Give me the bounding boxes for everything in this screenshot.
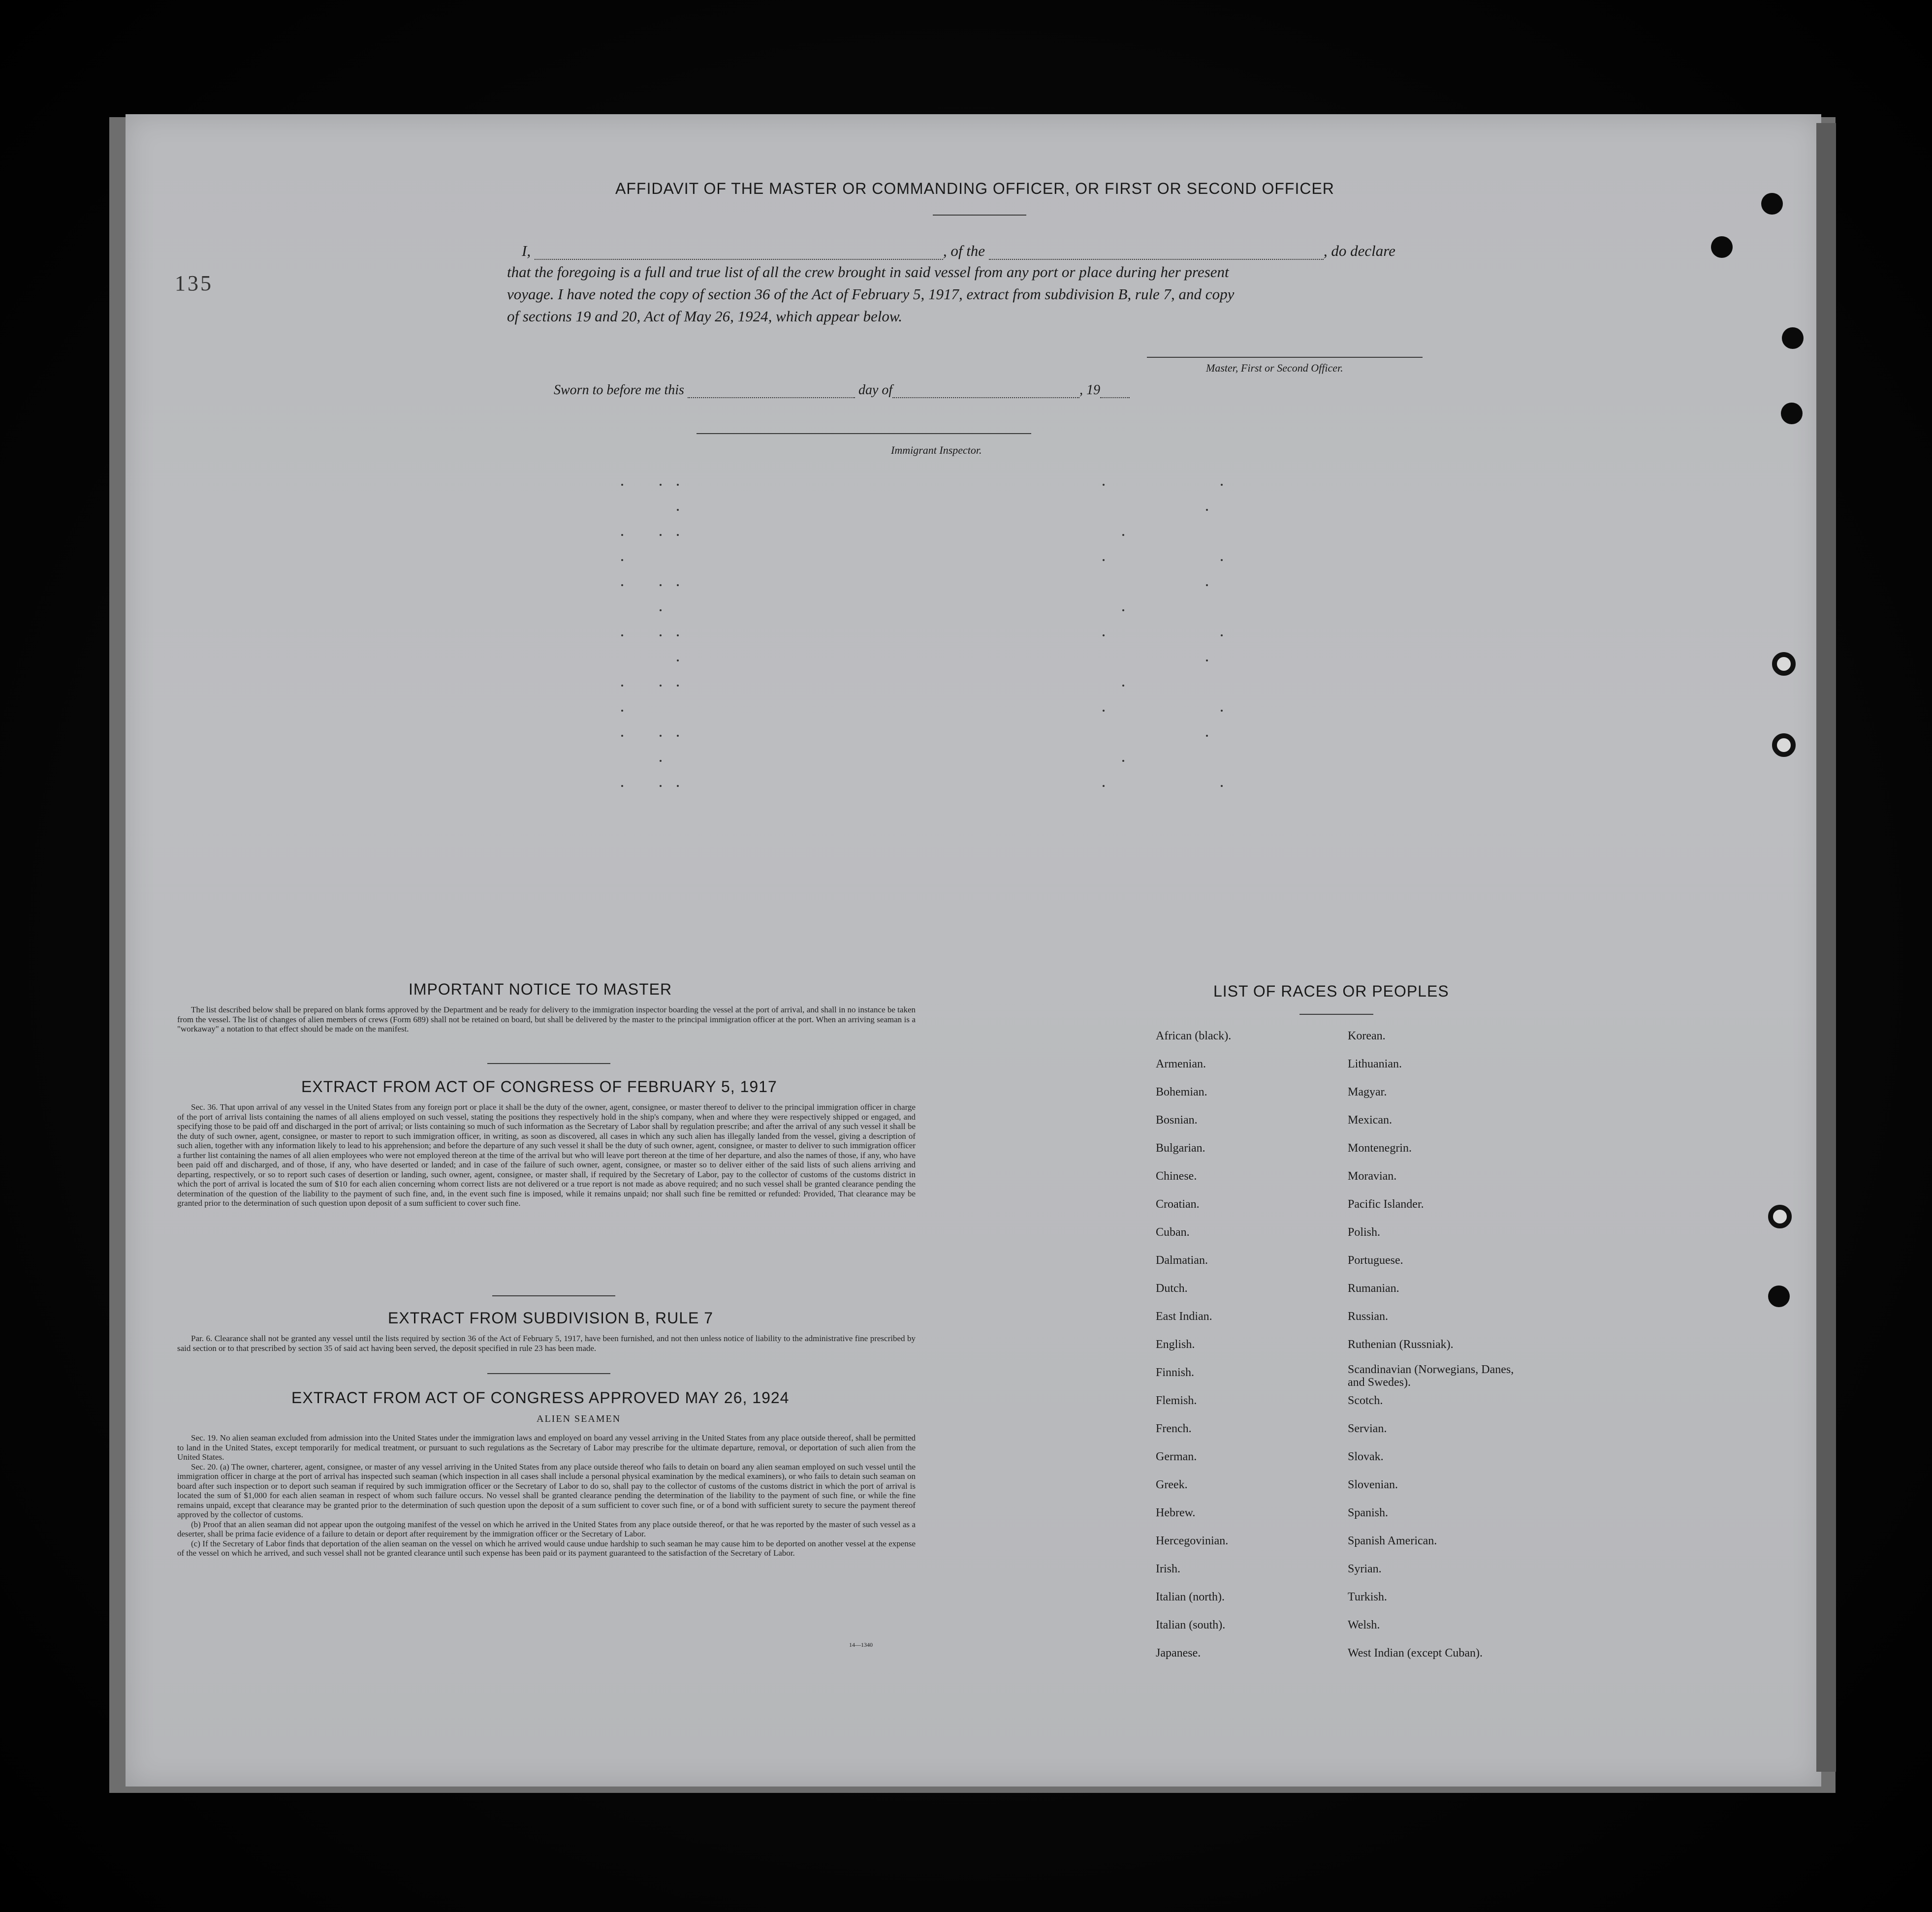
race-item: Scotch. <box>1348 1394 1383 1407</box>
dot-marker <box>621 735 623 737</box>
race-item: Hebrew. <box>1156 1506 1196 1519</box>
punch-hole-icon <box>1761 193 1783 215</box>
race-item: East Indian. <box>1156 1310 1212 1323</box>
inspector-signature-line[interactable] <box>697 433 1031 434</box>
margin-number: 135 <box>175 271 213 295</box>
race-item: Scandinavian (Norwegians, Danes, and Swedes). <box>1348 1363 1514 1389</box>
inspector-label: Immigrant Inspector. <box>891 444 982 456</box>
dot-marker <box>677 785 679 787</box>
notice-body <box>177 1005 916 1034</box>
dot-marker <box>660 735 662 737</box>
dot-marker <box>660 785 662 787</box>
race-item: Cuban. <box>1156 1226 1190 1239</box>
rule7-heading: EXTRACT FROM SUBDIVISION B, RULE 7 <box>388 1309 714 1327</box>
sworn-day-of: day of <box>858 382 893 398</box>
dot-marker <box>1122 685 1124 687</box>
race-item: German. <box>1156 1450 1197 1463</box>
alien-seamen-subheading: ALIEN SEAMEN <box>537 1413 621 1424</box>
dot-marker <box>1206 584 1208 586</box>
form-number: 14—1340 <box>849 1641 873 1648</box>
race-item: Polish. <box>1348 1226 1381 1239</box>
dot-marker <box>660 584 662 586</box>
dot-marker <box>660 534 662 536</box>
affidavit-of-the: , of the <box>943 242 985 259</box>
dot-marker <box>660 760 662 762</box>
dot-marker <box>1122 609 1124 611</box>
extract-1917-heading: EXTRACT FROM ACT OF CONGRESS OF FEBRUARY 5, 1917 <box>301 1078 777 1096</box>
master-signature-label: Master, First or Second Officer. <box>1206 362 1343 374</box>
dot-marker <box>621 559 623 561</box>
race-item: Russian. <box>1348 1310 1389 1323</box>
races-rule <box>1299 1014 1373 1015</box>
affidavit-line-1 <box>522 242 1395 260</box>
dot-marker <box>660 609 662 611</box>
notice-text: The list described below shall be prepared on blank forms approved by the Department and be ready for delivery to the immigration inspector boarding the vessel at the port of arrival, and shall in no instance be taken from the vessel. The list of changes of alien members of crews (Form 689) shall not be retained on board, but shall be delivered by the master to the principal immigration officer at the port. When an arriving seaman is a "workaway" a notation to that effect should be made on the manifest. <box>177 1005 916 1034</box>
dot-marker <box>677 534 679 536</box>
race-item: Portuguese. <box>1348 1254 1403 1267</box>
race-item: Rumanian. <box>1348 1282 1399 1295</box>
dot-marker <box>677 735 679 737</box>
race-item: Spanish American. <box>1348 1535 1437 1547</box>
race-item: Moravian. <box>1348 1170 1397 1183</box>
race-item: Turkish. <box>1348 1591 1387 1603</box>
race-item: Spanish. <box>1348 1506 1389 1519</box>
race-item: Bulgarian. <box>1156 1142 1205 1155</box>
sworn-year: , 19 <box>1079 382 1101 398</box>
sworn-year-blank[interactable] <box>1100 397 1130 398</box>
race-item: Croatian. <box>1156 1198 1200 1211</box>
affidavit-i: I, <box>522 242 531 259</box>
dot-marker <box>1206 509 1208 511</box>
sworn-line <box>554 382 1130 398</box>
race-item: Syrian. <box>1348 1563 1382 1575</box>
dot-marker <box>621 710 623 712</box>
punch-hole-icon <box>1781 403 1803 424</box>
punch-hole-icon <box>1711 236 1733 258</box>
dot-marker <box>677 634 679 636</box>
rule7-rule <box>487 1373 610 1374</box>
dot-marker <box>1206 659 1208 661</box>
race-item: Slovak. <box>1348 1450 1384 1463</box>
affidavit-title: AFFIDAVIT OF THE MASTER OR COMMANDING OFFICER, OR FIRST OR SECOND OFFICER <box>615 180 1334 197</box>
name-blank[interactable] <box>535 259 943 260</box>
dot-marker <box>1122 760 1124 762</box>
race-item: Flemish. <box>1156 1394 1197 1407</box>
race-item: English. <box>1156 1338 1195 1351</box>
dot-marker <box>1221 710 1223 712</box>
title-rule <box>933 215 1026 216</box>
dot-marker <box>677 584 679 586</box>
race-item: Lithuanian. <box>1348 1058 1402 1070</box>
dot-marker <box>1103 785 1105 787</box>
race-item: Finnish. <box>1156 1366 1195 1379</box>
punch-hole-icon <box>1772 652 1796 676</box>
extract-1924-heading: EXTRACT FROM ACT OF CONGRESS APPROVED MAY 26, 1924 <box>291 1389 790 1407</box>
dot-marker <box>1221 484 1223 486</box>
dot-marker <box>1206 735 1208 737</box>
races-heading: LIST OF RACES OR PEOPLES <box>1213 982 1449 1000</box>
punch-hole-icon <box>1768 1205 1792 1228</box>
dot-marker <box>1122 534 1124 536</box>
notice-rule <box>487 1063 610 1064</box>
dot-marker <box>621 484 623 486</box>
sworn-month-blank[interactable] <box>892 397 1079 398</box>
race-item: Servian. <box>1348 1422 1387 1435</box>
dot-marker <box>1103 634 1105 636</box>
dot-marker <box>677 659 679 661</box>
race-item: Pacific Islander. <box>1348 1198 1424 1211</box>
race-item: Magyar. <box>1348 1086 1387 1098</box>
master-signature-line[interactable] <box>1147 357 1423 358</box>
dot-marker <box>621 785 623 787</box>
section-20c-text: (c) If the Secretary of Labor finds that deportation of the alien seaman on the vessel on which he arrived would cause undue hardship to such seaman he may cause him to be deported on another vessel at the expense of the vessel on which he arrived, and such vessel shall not be granted clearance until such expense has been paid or its payment guaranteed to the satisfaction of the Secretary of Labor. <box>177 1538 916 1558</box>
dot-marker <box>1103 710 1105 712</box>
affidavit-line-3: voyage. I have noted the copy of section 36 of the Act of February 5, 1917, extract from subdivision B, rule 7, and copy <box>507 285 1235 303</box>
dot-marker <box>677 484 679 486</box>
sworn-day-blank[interactable] <box>688 397 855 398</box>
extract-1924-body <box>177 1433 916 1558</box>
race-item: French. <box>1156 1422 1192 1435</box>
dot-marker <box>621 584 623 586</box>
race-item: Japanese. <box>1156 1647 1201 1660</box>
dot-marker <box>621 534 623 536</box>
dot-marker <box>1221 785 1223 787</box>
race-item: Bosnian. <box>1156 1114 1198 1127</box>
page-edge <box>1816 123 1836 1772</box>
race-item: Hercegovinian. <box>1156 1535 1229 1547</box>
section-20a-text: Sec. 20. (a) The owner, charterer, agent, consignee, or master of any vessel arriving in the United States from any place outside thereof who fails to detain on board any alien seaman employed on such vessel until the immigration officer in charge at the port of arrival has inspected such seaman (which inspection in all cases shall include a personal physical examination by the medical examiners), or who fails to detain such seaman on board after such inspection or to deport such seaman if required by such immigration officer or the Secretary of Labor to do so, shall pay to the collector of customs of the customs district in which the port of arrival is located the sum of $1,000 for each alien seaman in respect of whom such failure occurs. No vessel shall be granted clearance pending the determination of the liability to the payment of such fine, or while the fine remains unpaid, except that clearance may be granted prior to the determination of such question upon the deposit of a sum sufficient to cover such fine, or of a bond with sufficient surety to secure the payment thereof approved by the collector of customs. <box>177 1462 916 1519</box>
sworn-prefix: Sworn to before me this <box>554 382 684 398</box>
rule7-body <box>177 1334 916 1353</box>
race-item: Dutch. <box>1156 1282 1188 1295</box>
dot-marker <box>1103 559 1105 561</box>
race-item: Welsh. <box>1348 1619 1380 1631</box>
punch-hole-icon <box>1772 733 1796 757</box>
dot-marker <box>621 634 623 636</box>
notice-heading: IMPORTANT NOTICE TO MASTER <box>409 980 672 998</box>
race-item: African (black). <box>1156 1030 1232 1042</box>
race-item: West Indian (except Cuban). <box>1348 1647 1483 1660</box>
race-item: Italian (north). <box>1156 1591 1225 1603</box>
section-20b-text: (b) Proof that an alien seaman did not appear upon the outgoing manifest of the vessel on which he arrived in the United States from any place outside thereof, or that he was reported by the master of such vessel as a deserter, shall be prima facie evidence of a failure to detain or deport after requirement by the immigration officer or the Secretary of Labor. <box>177 1519 916 1538</box>
race-item: Irish. <box>1156 1563 1180 1575</box>
extract-1917-body <box>177 1102 916 1208</box>
dot-marker <box>677 685 679 687</box>
race-item: Korean. <box>1348 1030 1386 1042</box>
vessel-blank[interactable] <box>989 259 1324 260</box>
dot-marker <box>621 685 623 687</box>
dot-marker <box>677 509 679 511</box>
affidavit-line-4: of sections 19 and 20, Act of May 26, 1924, which appear below. <box>507 308 903 325</box>
race-item: Greek. <box>1156 1478 1188 1491</box>
extract-1917-rule <box>492 1295 615 1296</box>
section-36-text: Sec. 36. That upon arrival of any vessel in the United States from any foreign port or place it shall be the duty of the owner, agent, consignee, or master thereof to deliver to the principal immigration officer in charge of the port of arrival lists containing the names of all aliens employed on such vessel, stating the positions they respectively hold in the ship's company, when and where they were respectively shipped or engaged, and specifying those to be paid off and discharged in the port of arrival; or lists containing so much of such information as the Secretary of Labor shall by regulation prescribe; and after the arrival of any such vessel it shall be the duty of such owner, agent, consignee, or master to report to such immigration officer, in writing, as soon as discovered, all cases in which any such alien has illegally landed from the vessel, giving a description of such alien, together with any information likely to lead to his apprehension; and before the departure of any such vessel it shall be the duty of such owner, agent, consignee, or master to deliver to such immigration officer a further list containing the names of all alien employees who were not employed thereon at the time of the arrival but who will leave port thereon at the time of her departure, and also the names of those, if any, who have been paid off and discharged, and of those, if any, who have deserted or landed; and in case of the failure of such owner, agent, consignee, or master so to deliver either of the said lists of such aliens arriving and departing, respectively, or so to report such cases of desertion or landing, such owner, agent, consignee, or master shall, if required by the Secretary of Labor, pay to the collector of customs of the customs district in which the port of arrival is located the sum of $10 for each alien concerning whom correct lists are not delivered or a true report is not made as above required; and no such vessel shall be granted clearance pending the determination of the question of the liability to the payment of such fine, and, in the event such fine is imposed, while it remains unpaid; nor shall such fine be remitted or refunded: Provided, That clearance may be granted prior to the determination of such question upon deposit of a sum sufficient to cover such fine. <box>177 1102 916 1208</box>
race-item: Ruthenian (Russniak). <box>1348 1338 1454 1351</box>
race-item: Armenian. <box>1156 1058 1206 1070</box>
race-item: Dalmatian. <box>1156 1254 1208 1267</box>
dot-marker <box>660 634 662 636</box>
rule7-text: Par. 6. Clearance shall not be granted any vessel until the lists required by section 36 of the Act of February 5, 1917, have been furnished, and not then unless notice of liability to the administrative fine prescribed by said section or to that prescribed by section 35 of said act having been served, the deposit specified in rule 23 has been made. <box>177 1334 916 1353</box>
affidavit-line-2: that the foregoing is a full and true list of all the crew brought in said vessel from any port or place during her present <box>507 263 1229 281</box>
race-item: Italian (south). <box>1156 1619 1226 1631</box>
dot-marker <box>1221 559 1223 561</box>
punch-hole-icon <box>1768 1285 1790 1307</box>
dot-marker <box>1221 634 1223 636</box>
race-item: Bohemian. <box>1156 1086 1207 1098</box>
section-19-text: Sec. 19. No alien seaman excluded from admission into the United States under the immigration laws and employed on board any vessel arriving in the United States from any place outside thereof, shall be permitted to land in the United States, except temporarily for medical treatment, or pursuant to such regulations as the Secretary of Labor may prescribe for the ultimate departure, removal, or deportation of such alien from the United States. <box>177 1433 916 1462</box>
dot-marker <box>660 685 662 687</box>
dot-marker <box>660 484 662 486</box>
race-item: Slovenian. <box>1348 1478 1398 1491</box>
dot-marker <box>1103 484 1105 486</box>
race-item: Chinese. <box>1156 1170 1197 1183</box>
affidavit-declare: , do declare <box>1323 242 1395 259</box>
race-item: Mexican. <box>1348 1114 1392 1127</box>
race-item: Montenegrin. <box>1348 1142 1412 1155</box>
punch-hole-icon <box>1782 327 1804 349</box>
